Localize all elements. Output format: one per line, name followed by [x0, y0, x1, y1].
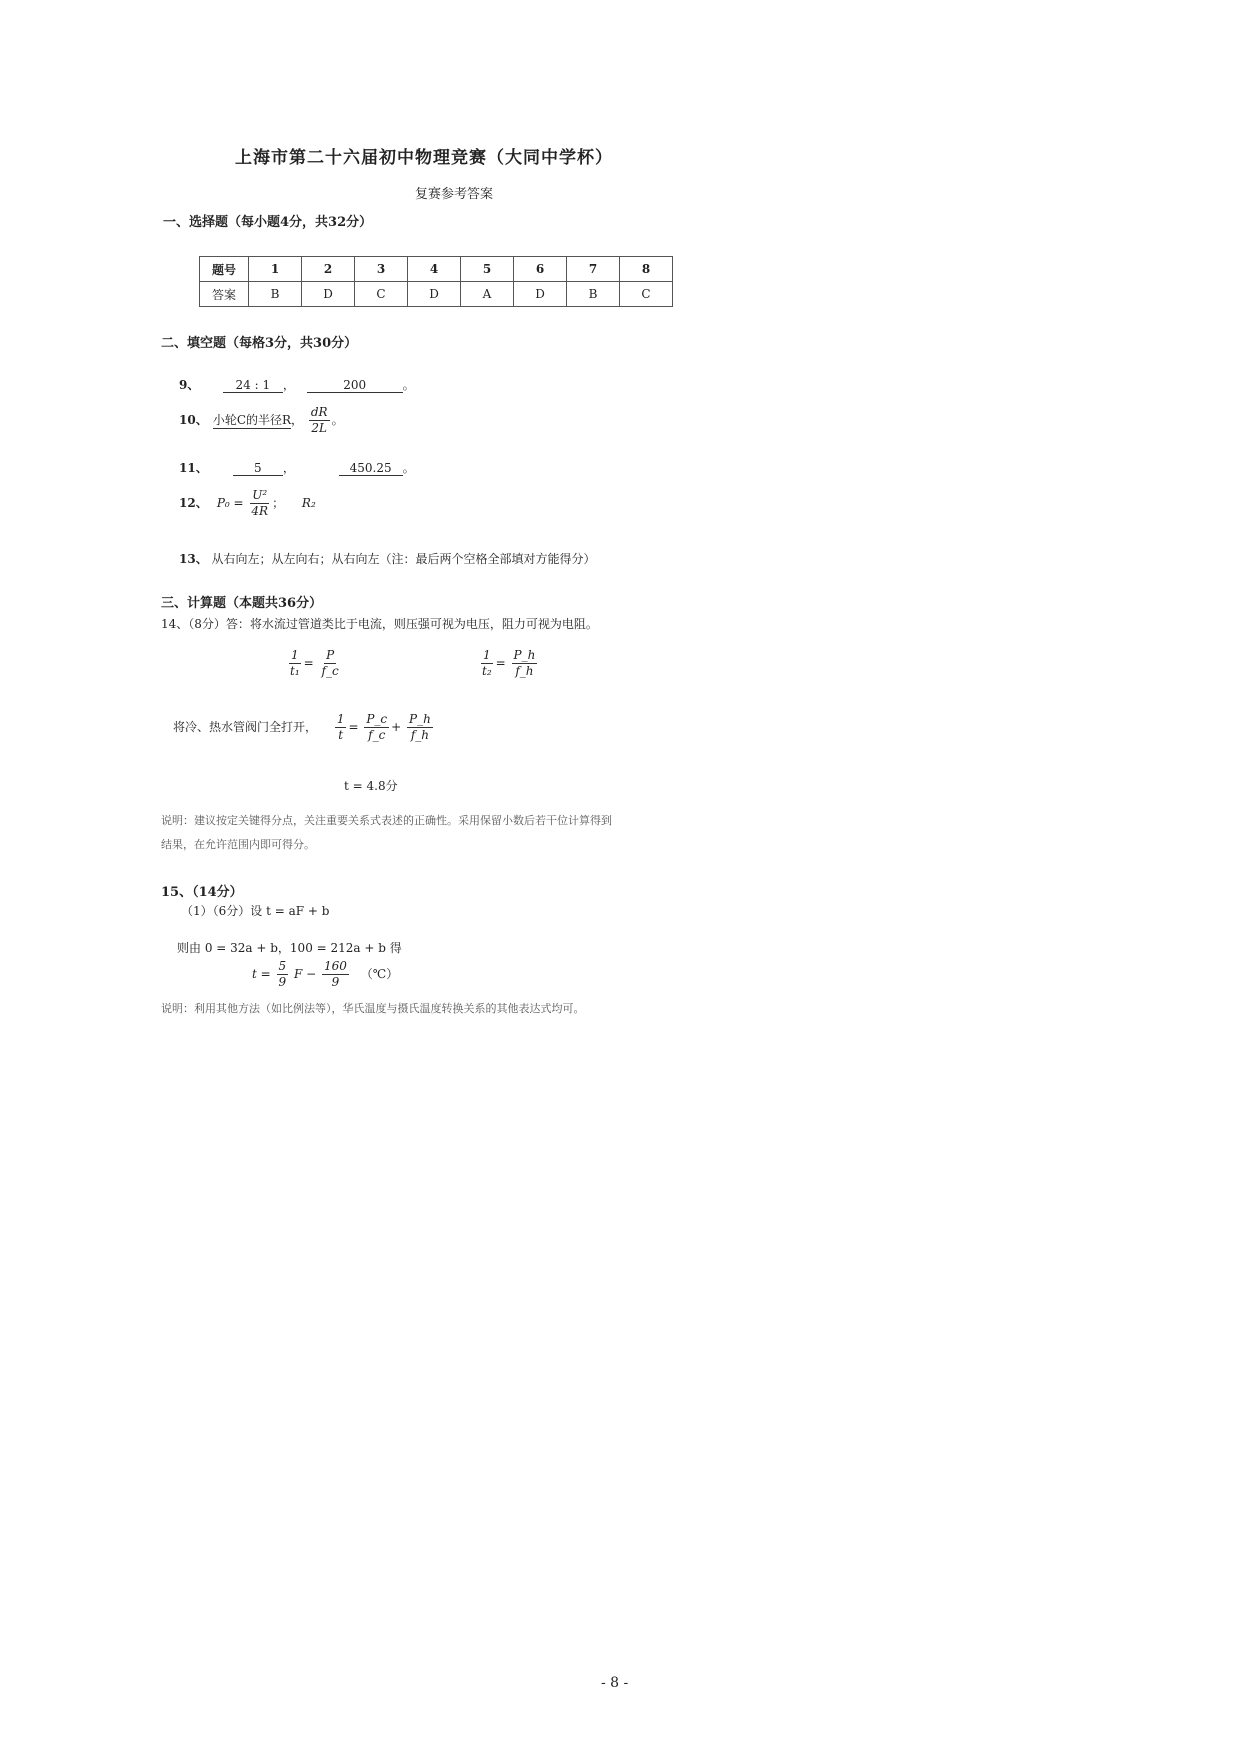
eq1-lhs-den: t₁ — [290, 664, 300, 678]
q9-answer-2: 200 — [307, 378, 403, 393]
q12-frac-den: 4R — [251, 504, 269, 518]
q15-eq-unit: （℃） — [360, 967, 399, 981]
table-cell: 3 — [355, 257, 408, 282]
table-cell: 6 — [514, 257, 567, 282]
q9-line: 9、 24 : 1 ， 200 。 — [179, 378, 415, 392]
table-cell: B — [567, 282, 620, 307]
q15-f2-den: 9 — [331, 975, 340, 989]
row-label-number: 题号 — [200, 257, 249, 282]
eq2-lhs-den: t₂ — [482, 664, 492, 678]
q11-number: 11、 — [179, 461, 208, 475]
answer-table — [199, 256, 673, 307]
q11-answer-1: 5 — [233, 461, 283, 476]
q13-number: 13、 — [179, 552, 208, 566]
q12-lhs: P₀ = — [216, 496, 244, 510]
q15-eq-lhs: t = — [252, 967, 271, 981]
eq1-rhs-den: f_c — [321, 664, 339, 678]
q10-number: 10、 — [179, 413, 208, 427]
page-subtitle: 复赛参考答案 — [415, 187, 494, 202]
table-cell: 5 — [461, 257, 514, 282]
table-row — [200, 257, 673, 282]
q15-eq — [252, 959, 398, 990]
eq3-b-num: P_h — [409, 712, 431, 726]
eq2-rhs-num: P_h — [513, 648, 536, 662]
q10-frac-num: dR — [310, 405, 328, 419]
eq1-rhs-num: P — [326, 648, 335, 662]
q15-line2: 则由 0 = 32a + b，100 = 212a + b 得 — [177, 941, 402, 955]
eq1-lhs-num: 1 — [291, 648, 299, 662]
q12-frac-num: U² — [252, 488, 268, 502]
q15-f2-num: 160 — [324, 959, 347, 973]
eq3-a-den: f_c — [368, 728, 386, 742]
q15-heading: 15、（14分） — [161, 885, 243, 900]
table-cell: B — [249, 282, 302, 307]
section-1-heading: 一、选择题（每小题4分，共32分） — [163, 215, 373, 230]
page-title: 上海市第二十六届初中物理竞赛（大同中学杯） — [235, 148, 613, 168]
section-2-heading: 二、填空题（每格3分，共30分） — [161, 336, 358, 351]
table-cell: 7 — [567, 257, 620, 282]
q12-line: 12、 P₀ = $\frac{\text{U²}}{4R}$ ； R₂ — [179, 488, 316, 518]
eq3-b-den: f_h — [410, 728, 430, 742]
q9-number: 9、 — [179, 378, 200, 392]
q15-f1-num: 5 — [278, 959, 287, 973]
q11-answer-2: 450.25 — [339, 461, 403, 476]
table-row — [200, 282, 673, 307]
table-cell: D — [408, 282, 461, 307]
table-cell: D — [514, 282, 567, 307]
q15-part1: （1）（6分）设 t = aF + b — [181, 904, 330, 918]
q15-note: 说明：利用其他方法（如比例法等），华氏温度与摄氏温度转换关系的其他表达式均可。 — [161, 1002, 585, 1015]
table-cell: D — [302, 282, 355, 307]
q10-frac-den: 2L — [311, 421, 328, 435]
table-cell: 8 — [620, 257, 673, 282]
q13-text: 从右向左；从左向右；从右向左（注：最后两个空格全部填对方能得分） — [211, 552, 596, 566]
q14-note-1: 说明：建议按定关键得分点，关注重要关系式表述的正确性。采用保留小数后若干位计算得到 — [161, 814, 612, 827]
q12-number: 12、 — [179, 496, 208, 510]
q12-fraction — [249, 488, 270, 519]
q10-fraction — [309, 405, 330, 436]
q13-line — [179, 550, 596, 567]
eq2-lhs-num: 1 — [483, 648, 491, 662]
table-cell: 4 — [408, 257, 461, 282]
table-cell: 1 — [249, 257, 302, 282]
q10-answer-1: 小轮C的半径R — [212, 413, 292, 427]
q14-result: t = 4.8分 — [344, 779, 398, 793]
table-cell: C — [620, 282, 673, 307]
q14-intro: 14、（8分）答：将水流过管道类比于电流，则压强可视为电压，阻力可视为电阻。 — [161, 617, 598, 631]
q15-f1-den: 9 — [278, 975, 287, 989]
q14-eq3: 将冷、热水管阀门全打开， $\frac{1}{t}$ = $\frac{P\_c}{f\_c}$ + $\frac{P\_h}{f\_h}$ — [173, 712, 431, 742]
table-cell: A — [461, 282, 514, 307]
q14-eq2: $\frac{1}{\text{t₂}}$ = $\frac{P\_h}{f\_h}$ — [482, 648, 536, 678]
section-3-heading: 三、计算题（本题共36分） — [161, 596, 323, 611]
eq3-lhs-den: t — [338, 728, 344, 742]
q15-eq-mid: F − — [294, 967, 317, 981]
q14-eq1: $\frac{1}{\text{t₁}}$ = $\frac{P}{f\_c}$ — [290, 648, 339, 678]
q11-line: 11、 5 ， 450.25 。 — [179, 461, 415, 475]
q9-answer-1: 24 : 1 — [223, 378, 283, 393]
eq3-a-num: P_c — [366, 712, 388, 726]
eq2-rhs-den: f_h — [515, 664, 534, 678]
row-label-answer: 答案 — [200, 282, 249, 307]
q14-open-text: 将冷、热水管阀门全打开， — [173, 720, 318, 734]
q12-answer-2: R₂ — [301, 496, 316, 510]
q10-line: 10、 小轮C的半径R， $\frac{dR}{2L}$ 。 — [179, 405, 344, 435]
eq3-lhs-num: 1 — [336, 712, 345, 726]
page-number: - 8 - — [601, 1675, 629, 1691]
table-cell: C — [355, 282, 408, 307]
q14-note-2: 结果，在允许范围内即可得分。 — [161, 838, 315, 851]
table-cell: 2 — [302, 257, 355, 282]
